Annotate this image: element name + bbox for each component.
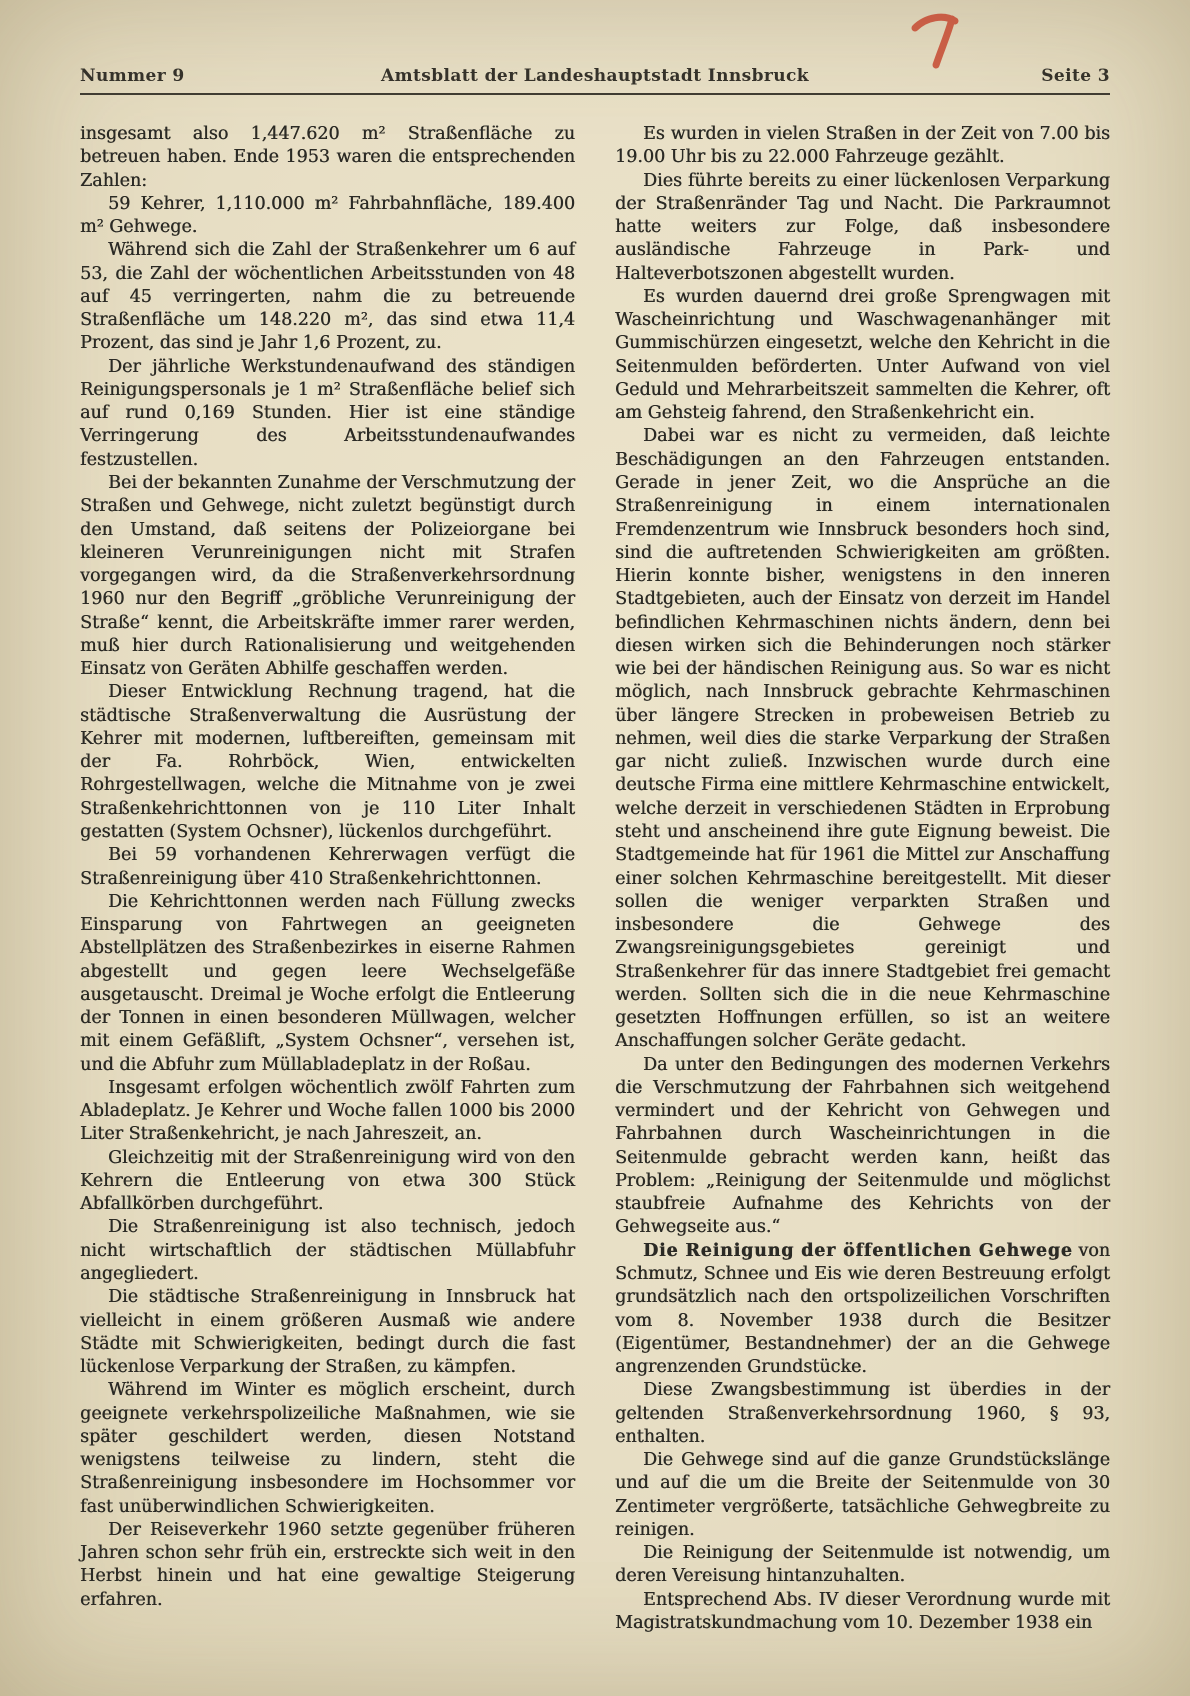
right-column <box>615 123 1110 1635</box>
left-column <box>80 123 575 1635</box>
page-header <box>80 66 1110 86</box>
paragraph: Dies führte bereits zu einer lückenlosen Verparkung der Straßenränder Tag und Nacht. Die Parkraumnot hatte weiters zur Folge, daß insbesondere ausländische Fahrzeuge in Park- und Halteverbotszonen abgestellt wurden. <box>615 170 1110 284</box>
paragraph: Es wurden dauernd drei große Sprengwagen mit Wascheinrichtung und Waschwagenanhänger mit Gummischürzen eingesetzt, welche den Kehricht in die Seitenmulden beförderten. Unter Aufwand von viel Geduld und Mehrarbeitszeit sammelten die Kehrer, oft am Gehsteig fahrend, den Straßenkehricht ein. <box>615 286 1110 424</box>
paragraph: Gleichzeitig mit der Straßenreinigung wird von den Kehrern die Entleerung von etwa 300 Stück Abfallkörben durchgeführt. <box>80 1147 575 1215</box>
paragraph: Diese Zwangsbestimmung ist überdies in der geltenden Straßenverkehrsordnung 1960, § 93, enthalten. <box>615 1380 1110 1447</box>
paragraph: Insgesamt erfolgen wöchentlich zwölf Fahrten zum Abladeplatz. Je Kehrer und Woche fallen 1000 bis 2000 Liter Straßenkehricht, je nach Jahreszeit, an. <box>80 1077 575 1145</box>
paragraph: Der Reiseverkehr 1960 setzte gegenüber früheren Jahren schon sehr früh ein, erstreckte sich weit in den Herbst hinein und hat eine gewaltige Steigerung erfahren. <box>80 1519 575 1610</box>
paragraph: Die städtische Straßenreinigung in Innsbruck hat vielleicht in einem größeren Ausmaß wie andere Städte mit Schwierigkeiten, bedingt durch die fast lückenlose Verparkung der Straßen, zu kämpfen. <box>80 1287 575 1378</box>
paragraph: Bei 59 vorhandenen Kehrerwagen verfügt die Straßenreinigung über 410 Straßenkehrichttonnen. <box>80 845 575 889</box>
paragraph: Entsprechend Abs. IV dieser Verordnung wurde mit Magistratskundmachung vom 10. Dezember 1938 ein <box>615 1589 1110 1633</box>
paragraph: Die Reinigung der Seitenmulde ist notwendig, um deren Vereisung hintanzuhalten. <box>615 1543 1110 1587</box>
paragraph: Dabei war es nicht zu vermeiden, daß leichte Beschädigungen an den Fahrzeugen entstanden. Gerade in jener Zeit, wo die Ansprüche an die Straßenreinigung in einem internationalen Fremdenzentrum wie Innsbruck besonders hoch sind, sind die auftretenden Schwierigkeiten am größten. Hierin konnte bisher, wenigstens in den inneren Stadtgebieten, auch der Einsatz von derzeit im Handel befindlichen Kehrmaschinen nichts ändern, denn bei diesen wirken sich die Behinderungen noch stärker wie bei der händischen Reinigung aus. So war es nicht möglich, nach Innsbruck gebrachte Kehrmaschinen über längere Strecken in probeweisen Betrieb zu nehmen, weil dies die starke Verparkung der Straßen gar nicht zuließ. Inzwischen wurde durch eine deutsche Firma eine mittlere Kehrmaschine entwickelt, welche derzeit in verschiedenen Städten in Erprobung steht und anscheinend ihre gute Eignung beweist. Die Stadtgemeinde hat für 1961 die Mittel zur Anschaffung einer solchen Kehrmaschine bereitgestellt. Mit dieser sollen die weniger verparkten Straßen und insbesondere die Gehwege des Zwangsreinigungsgebietes gereinigt und Straßenkehrer für das innere Stadtgebiet frei gemacht werden. Sollten sich die in die neue Kehrmaschine gesetzten Hoffnungen erfüllen, so ist an weitere Anschaffungen solcher Geräte gedacht. <box>615 426 1110 1052</box>
paragraph: Es wurden in vielen Straßen in der Zeit von 7.00 bis 19.00 Uhr bis zu 22.000 Fahrzeuge gezählt. <box>615 124 1110 168</box>
paragraph: 59 Kehrer, 1,110.000 m² Fahrbahnfläche, 189.400 m² Gehwege. <box>80 193 575 238</box>
header-title: Amtsblatt der Landeshauptstadt Innsbruck <box>381 66 809 86</box>
paragraph: Der jährliche Werkstundenaufwand des ständigen Reinigungspersonals je 1 m² Straßenfläche belief sich auf rund 0,169 Stunden. Hier ist eine ständige Verringerung des Arbeitsstundenaufwandes festzustellen. <box>80 356 575 470</box>
paragraph: Dieser Entwicklung Rechnung tragend, hat die städtische Straßenverwaltung die Ausrüstung der Kehrer mit modernen, luftbereiften, gemeinsam mit der Fa. Rohrböck, Wien, entwickelten Rohrgestellwagen, welche die Mitnahme von je zwei Straßenkehrichttonnen von je 110 Liter Inhalt gestatten (System Ochsner), lückenlos durchgeführt. <box>80 682 575 842</box>
paragraph: Bei der bekannten Zunahme der Verschmutzung der Straßen und Gehwege, nicht zuletzt begünstigt durch den Umstand, daß seitens der Polizeiorgane bei kleineren Verunreinigungen nicht mit Strafen vorgegangen wird, da die Straßenverkehrsordnung 1960 nur den Begriff „gröbliche Verunreinigung der Straße“ kennt, die Arbeitskräfte immer rarer werden, muß hier durch Rationalisierung und weitgehenden Einsatz von Geräten Abhilfe geschaffen werden. <box>80 472 575 680</box>
paragraph: Die Kehrichttonnen werden nach Füllung zwecks Einsparung von Fahrtwegen an geeigneten Abstellplätzen des Straßenbezirkes in eiserne Rahmen abgestellt und gegen leere Wechselgefäße ausgetauscht. Dreimal je Woche erfolgt die Entleerung der Tonnen in einen besonderen Müllwagen, welcher mit einem Gefäßlift, „System Ochsner“, versehen ist, und die Abfuhr zum Müllabladeplatz in der Roßau. <box>80 891 575 1075</box>
header-page-number: Seite 3 <box>1041 66 1110 86</box>
paragraph: Die Reinigung der öffentlichen Gehwege von Schmutz, Schnee und Eis wie deren Bestreuung erfolgt grundsätzlich nach den ortspolizeilichen Vorschriften vom 8. November 1938 durch die Besitzer (Eigentümer, Bestandnehmer) der an die Gehwege angrenzenden Grundstücke. <box>615 1240 1110 1378</box>
paragraph: Während im Winter es möglich erscheint, durch geeignete verkehrspolizeiliche Maßnahmen, wie sie später geschildert werden, diesen Notstand wenigstens teilweise zu lindern, steht die Straßenreinigung insbesondere im Hochsommer vor fast unüberwindlichen Schwierigkeiten. <box>80 1380 575 1517</box>
paragraph: Da unter den Bedingungen des modernen Verkehrs die Verschmutzung der Fahrbahnen sich weitgehend vermindert und der Kehricht von Gehwegen und Fahrbahnen durch Wascheinrichtungen in die Seitenmulde gebracht werden kann, heißt das Problem: „Reinigung der Seitenmulde und möglichst staubfreie Aufnahme des Kehrichts von der Gehwegseite aus.“ <box>615 1054 1110 1238</box>
header-rule <box>80 93 1110 95</box>
paragraph: Während sich die Zahl der Straßenkehrer um 6 auf 53, die Zahl der wöchentlichen Arbeitsstunden von 48 auf 45 verringerten, nahm die zu betreuende Straßenfläche um 148.220 m², das sind etwa 11,4 Prozent, das sind je Jahr 1,6 Prozent, zu. <box>80 240 575 354</box>
text-columns <box>80 123 1110 1635</box>
header-issue-number: Nummer 9 <box>80 66 185 86</box>
paragraph: Die Gehwege sind auf die ganze Grundstückslänge und auf die um die Breite der Seitenmulde von 30 Zentimeter vergrößerte, tatsächliche Gehwegbreite zu reinigen. <box>615 1450 1110 1540</box>
paragraph-lead: Die Reinigung der öffentlichen Gehwege <box>643 1240 1073 1261</box>
paragraph: insgesamt also 1,447.620 m² Straßenfläche zu betreuen haben. Ende 1953 waren die entsprechenden Zahlen: <box>80 124 575 191</box>
paragraph: Die Straßenreinigung ist also technisch, jedoch nicht wirtschaftlich der städtischen Müllabfuhr angegliedert. <box>80 1217 575 1285</box>
